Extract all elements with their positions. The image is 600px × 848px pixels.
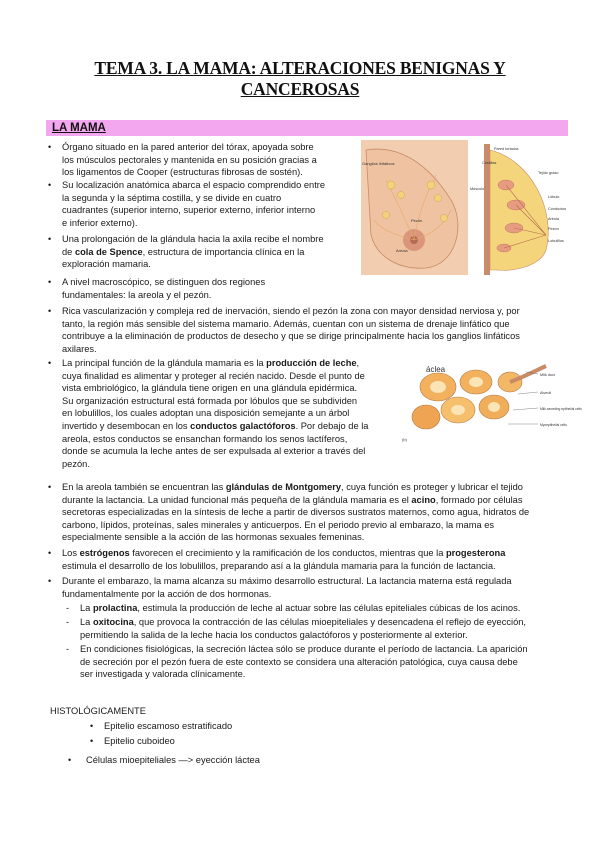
paragraph-pregnancy: Durante el embarazo, la mama alcanza su máximo desarrollo estructural. La lactancia materna está regulada fundamentalmente por la acción de dos hormonas. [62,576,512,599]
bullet: • [68,755,72,765]
label-conductos: Conductos [548,207,567,211]
label-musculo: Músculo [470,187,485,191]
bullet: • [48,548,52,558]
label-milk-duct: Milk duct [540,373,555,377]
mioepithelial-note: Células mioepiteliales —> eyección láctea [86,755,260,765]
label-costillas: Costillas [482,161,497,165]
label-milk-secreting: Milk-secreting epithelial cells [540,407,582,411]
paragraph-montgomery: En la areola también se encuentran las glándulas de Montgomery, cuya función es proteger y lubricar el tejido durante la lactancia. La unidad funcional más pequeña de la glándula mamaria es el acino, formado por células secretoras especializadas en la síntesis de leche a partir de diversos sustratos maternos, como agua, hidratos de carbono, lípidos, proteínas, sales minerales y anticuerpos. En el periodo previo al embarazo, la mama es especialmente sensible a la acción de las hormonas sexuales femeninas. [62,482,530,543]
bullet: • [48,142,52,152]
label-pezon-2: Pezón [548,227,559,231]
dash: - [66,603,70,613]
bullet: • [48,306,52,316]
label-pared: Pared torácica [494,147,519,151]
bullet: • [48,576,52,586]
label-myoepithelial: Myoepithelial cells [540,423,567,427]
label-ganglios: Ganglios linfáticos [362,161,395,166]
dash: - [66,617,70,627]
histology-item: Epitelio cuboideo [104,736,175,746]
bullet: • [48,180,52,190]
label-alveola: áclea [426,365,446,374]
subitem-secrecion: En condiciones fisiológicas, la secreción láctea sólo se produce durante el período de lactancia. La aparición de secreción por el pezón fuera de este contexto se considera una alteración patológica, cuya causa debe ser investigada y valorada clínicamente. [80,644,528,680]
label-alveoli: Alveoli [540,391,552,395]
paragraph-organ: Órgano situado en la pared anterior del tórax, apoyada sobre los músculos pectorales y mantenida en su posición gracias a los ligamentos de Cooper (estructuras fibrosas de sostén). [62,142,317,178]
paragraph-spence: Una prolongación de la glándula hacia la axila recibe el nombre de cola de Spence, estructura de importancia clínica en la exploración mamaria. [62,234,324,270]
histology-heading: HISTOLÓGICAMENTE [50,706,146,716]
section-highlight [46,120,568,136]
histology-item: Epitelio escamoso estratificado [104,721,233,731]
label-lobulo: Lóbulo [548,195,560,199]
bullet: • [48,277,52,287]
bullet: • [90,736,94,746]
page-title: TEMA 3. LA MAMA: ALTERACIONES BENIGNAS Y CANCEROSAS [94,58,506,99]
dash: - [66,644,70,654]
section-heading: LA MAMA [52,122,106,134]
paragraph-macro: A nivel macroscópico, se distinguen dos regiones fundamentales: la areola y el pezón. [62,277,266,300]
alveoli-figure [398,352,582,444]
paragraph-location: Su localización anatómica abarca el espacio comprendido entre la segunda y la séptima costilla, y se divide en cuatro cuadrantes (superior interno, superior externo, inferior interno e inferior externo). [62,180,326,228]
label-pezon: Pezón [411,218,423,223]
paragraph-vascular: Rica vascularización y compleja red de inervación, siendo el pezón la zona con mayor densidad nerviosa y, por tanto, la región más sensible del sistema mamario. Además, cuentan con un sistema de drenaje linfático que contribuye a la eliminación de productos de desecho y que se dirige principalmente hacia los ganglios linfáticos axilares. [62,306,520,354]
label-areola-2: Aréola [548,217,559,221]
breast-anatomy-figure [356,140,568,275]
subitem-oxitocina: La oxitocina, que provoca la contracción de las células mioepiteliales y desencadena el reflejo de eyección, permitiendo la salida de la leche hacia los conductos galactóforos y posteriormente al exterior. [80,617,527,640]
bullet: • [48,358,52,368]
label-areola: Aréola [396,248,408,253]
label-panel: (b) [402,437,407,442]
paragraph-function: La principal función de la glándula mamaria es la producción de leche, cuya finalidad es alimentar y proteger al recién nacido. Desde el punto de vista embriológico, la glándula tiene origen en una glándula epidérmica. Su organización estructural está formada por lóbulos que se subdividen en lobulillos, los cuales adoptan una disposición semejante a un árbol invertido y desembocan en los conductos galactóforos. Por debajo de la areola, estos conductos se ensanchan formando los senos lactíferos, donde se acumula la leche antes de ser expulsada al exterior a través del pezón. [62,358,369,469]
label-lobulillos: Lobulillos [548,239,564,243]
subitem-prolactina: La prolactina, estimula la producción de leche al actuar sobre las células epiteliales cúbicas de los acinos. [80,603,521,613]
bullet: • [90,721,94,731]
paragraph-hormones: Los estrógenos favorecen el crecimiento y la ramificación de los conductos, mientras que la progesterona estimula el desarrollo de los lobulillos, preparando así a la glándula mamaria para la función de lactancia. [62,548,506,571]
label-tejido: Tejido graso [538,171,559,175]
bullet: • [48,234,52,244]
bullet: • [48,482,52,492]
